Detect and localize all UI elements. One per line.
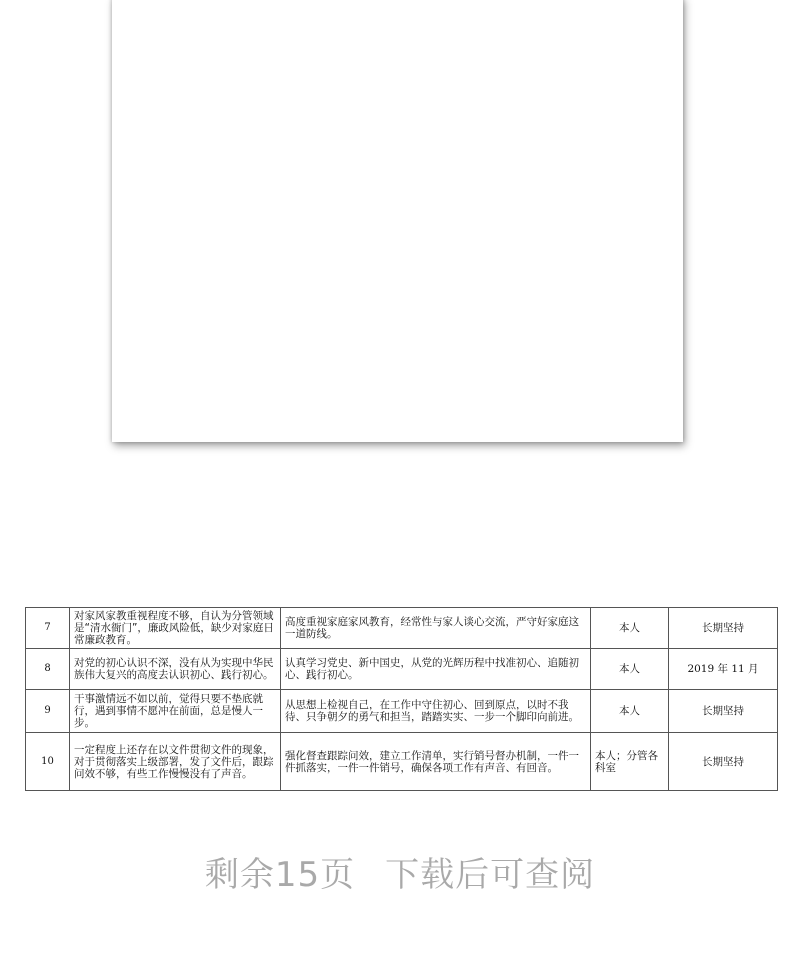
table-row bbox=[26, 690, 778, 733]
rectification-table bbox=[25, 607, 778, 791]
document-page-preview bbox=[112, 0, 683, 442]
table-row bbox=[26, 608, 778, 649]
measure-cell: 认真学习党史、新中国史，从党的光辉历程中找准初心、追随初心、践行初心。 bbox=[281, 649, 591, 690]
row-number: 9 bbox=[26, 690, 70, 733]
problem-cell: 对党的初心认识不深，没有从为实现中华民族伟大复兴的高度去认识初心、践行初心。 bbox=[70, 649, 281, 690]
row-number: 7 bbox=[26, 608, 70, 649]
owner-cell: 本人 bbox=[591, 608, 669, 649]
remaining-pages-banner[interactable] bbox=[0, 850, 800, 900]
remaining-pages-text: 剩余15页 bbox=[204, 855, 356, 895]
deadline-cell: 2019 年 11 月 bbox=[669, 649, 778, 690]
problem-cell: 一定程度上还存在以文件贯彻文件的现象，对于贯彻落实上级部署，发了文件后，跟踪问效不够，有些工作慢慢没有了声音。 bbox=[70, 733, 281, 791]
measure-cell: 高度重视家庭家风教育，经常性与家人谈心交流，严守好家庭这一道防线。 bbox=[281, 608, 591, 649]
measure-cell: 强化督查跟踪问效，建立工作清单，实行销号督办机制，一件一件抓落实，一件一件销号，确保各项工作有声音、有回音。 bbox=[281, 733, 591, 791]
deadline-cell: 长期坚持 bbox=[669, 733, 778, 791]
problem-cell: 对家风家教重视程度不够，自认为分管领域是“清水衙门”，廉政风险低，缺少对家庭日常廉政教育。 bbox=[70, 608, 281, 649]
deadline-cell: 长期坚持 bbox=[669, 690, 778, 733]
table-row bbox=[26, 733, 778, 791]
row-number: 8 bbox=[26, 649, 70, 690]
owner-cell: 本人 bbox=[591, 690, 669, 733]
owner-cell: 本人；分管各科室 bbox=[591, 733, 669, 791]
measure-cell: 从思想上检视自己，在工作中守住初心、回到原点，以时不我待、只争朝夕的勇气和担当，踏踏实实、一步一个脚印向前进。 bbox=[281, 690, 591, 733]
row-number: 10 bbox=[26, 733, 70, 791]
table-row bbox=[26, 649, 778, 690]
problem-cell: 干事激情远不如以前，觉得只要不垫底就行，遇到事情不愿冲在前面，总是慢人一步。 bbox=[70, 690, 281, 733]
deadline-cell: 长期坚持 bbox=[669, 608, 778, 649]
owner-cell: 本人 bbox=[591, 649, 669, 690]
download-to-view-text: 下载后可查阅 bbox=[385, 855, 596, 895]
